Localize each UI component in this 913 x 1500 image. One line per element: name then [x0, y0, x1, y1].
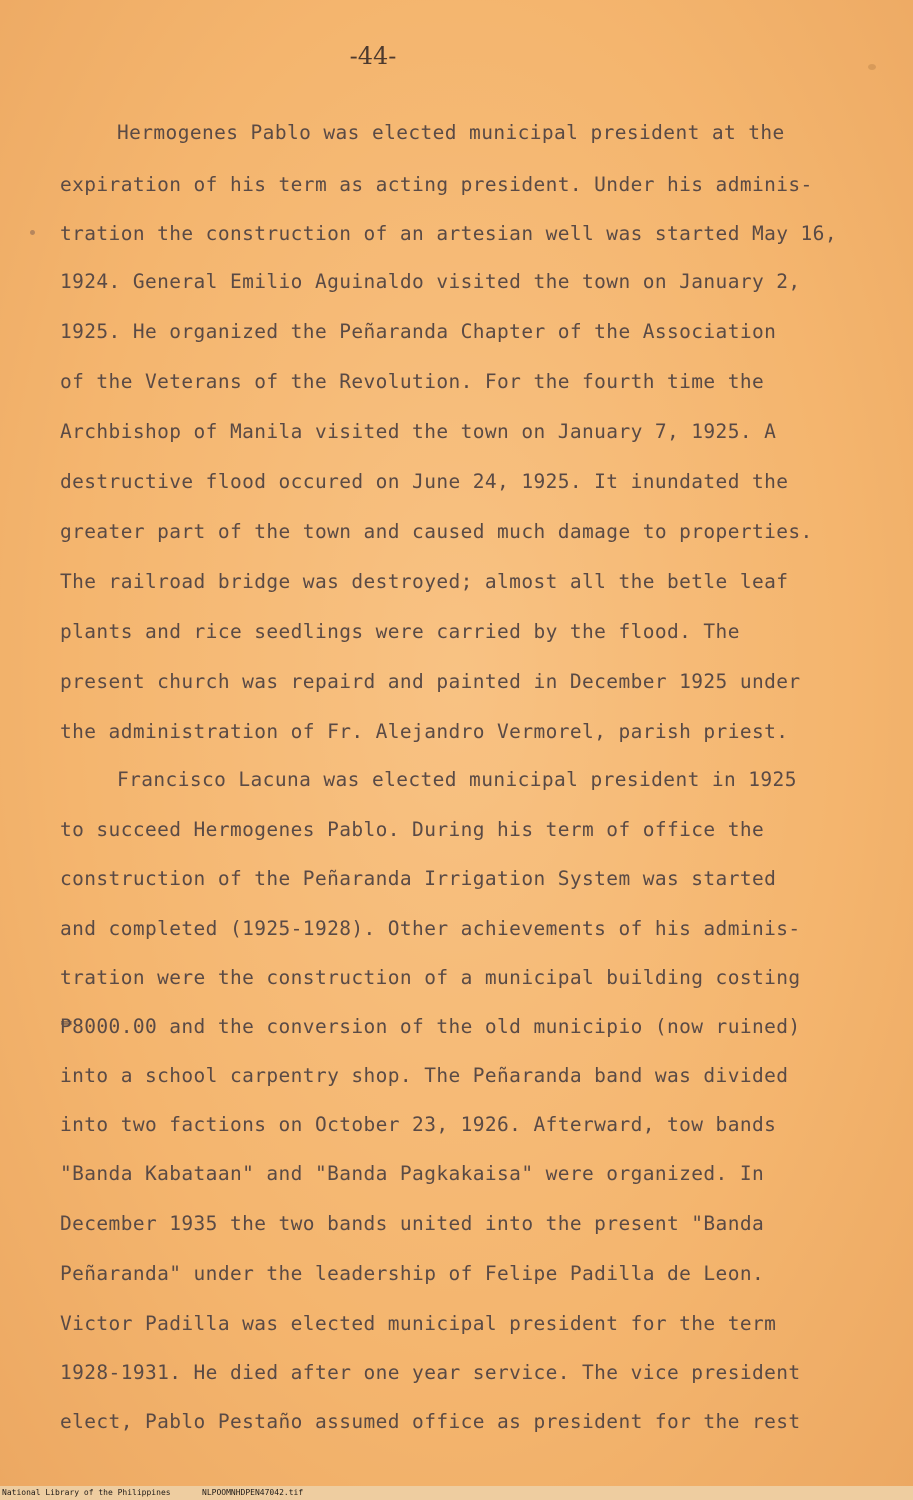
text-line: Francisco Lacuna was elected municipal president in 1925 [117, 768, 797, 791]
text-line: into a school carpentry shop. The Peñaranda band was divided [60, 1064, 789, 1087]
text-line: "Banda Kabataan" and "Banda Pagkakaisa" were organized. In [60, 1162, 765, 1185]
footer-filename: NLPOOMNHDPEN47042.tif [202, 1488, 304, 1497]
text-line: elect, Pablo Pestaño assumed office as president for the rest [60, 1410, 801, 1433]
text-line: 1928-1931. He died after one year service. The vice president [60, 1361, 801, 1384]
text-line: 1925. He organized the Peñaranda Chapter of the Association [60, 320, 777, 343]
scan-footer [0, 1486, 913, 1500]
text-line: Archbishop of Manila visited the town on January 7, 1925. A [60, 420, 777, 443]
text-line: plants and rice seedlings were carried by the flood. The [60, 620, 740, 643]
text-line: and completed (1925-1928). Other achievements of his adminis- [60, 917, 801, 940]
text-line: of the Veterans of the Revolution. For the fourth time the [60, 370, 765, 393]
text-line: 1924. General Emilio Aguinaldo visited the town on January 2, [60, 270, 801, 293]
text-line: present church was repaird and painted in December 1925 under [60, 670, 801, 693]
paper-stain [868, 64, 876, 70]
text-line: Hermogenes Pablo was elected municipal president at the [117, 121, 785, 144]
text-line: to succeed Hermogenes Pablo. During his term of office the [60, 818, 765, 841]
text-line: construction of the Peñaranda Irrigation System was started [60, 867, 777, 890]
footer-institution: National Library of the Philippines [2, 1488, 171, 1497]
text-line: The railroad bridge was destroyed; almost all the betle leaf [60, 570, 789, 593]
text-line: tration the construction of an artesian well was started May 16, [60, 222, 837, 245]
text-line: the administration of Fr. Alejandro Vermorel, parish priest. [60, 720, 789, 743]
page-number: -44- [349, 42, 397, 70]
text-line: into two factions on October 23, 1926. Afterward, tow bands [60, 1113, 777, 1136]
text-line: expiration of his term as acting president. Under his adminis- [60, 173, 813, 196]
text-line: ₱8000.00 and the conversion of the old municipio (now ruined) [60, 1015, 801, 1038]
text-line: Victor Padilla was elected municipal president for the term [60, 1312, 777, 1335]
text-line: December 1935 the two bands united into the present "Banda [60, 1212, 765, 1235]
text-line: Peñaranda" under the leadership of Felipe Padilla de Leon. [60, 1262, 765, 1285]
text-line: tration were the construction of a municipal building costing [60, 966, 801, 989]
margin-mark [30, 230, 35, 235]
text-line: destructive flood occured on June 24, 1925. It inundated the [60, 470, 789, 493]
text-line: greater part of the town and caused much damage to properties. [60, 520, 813, 543]
